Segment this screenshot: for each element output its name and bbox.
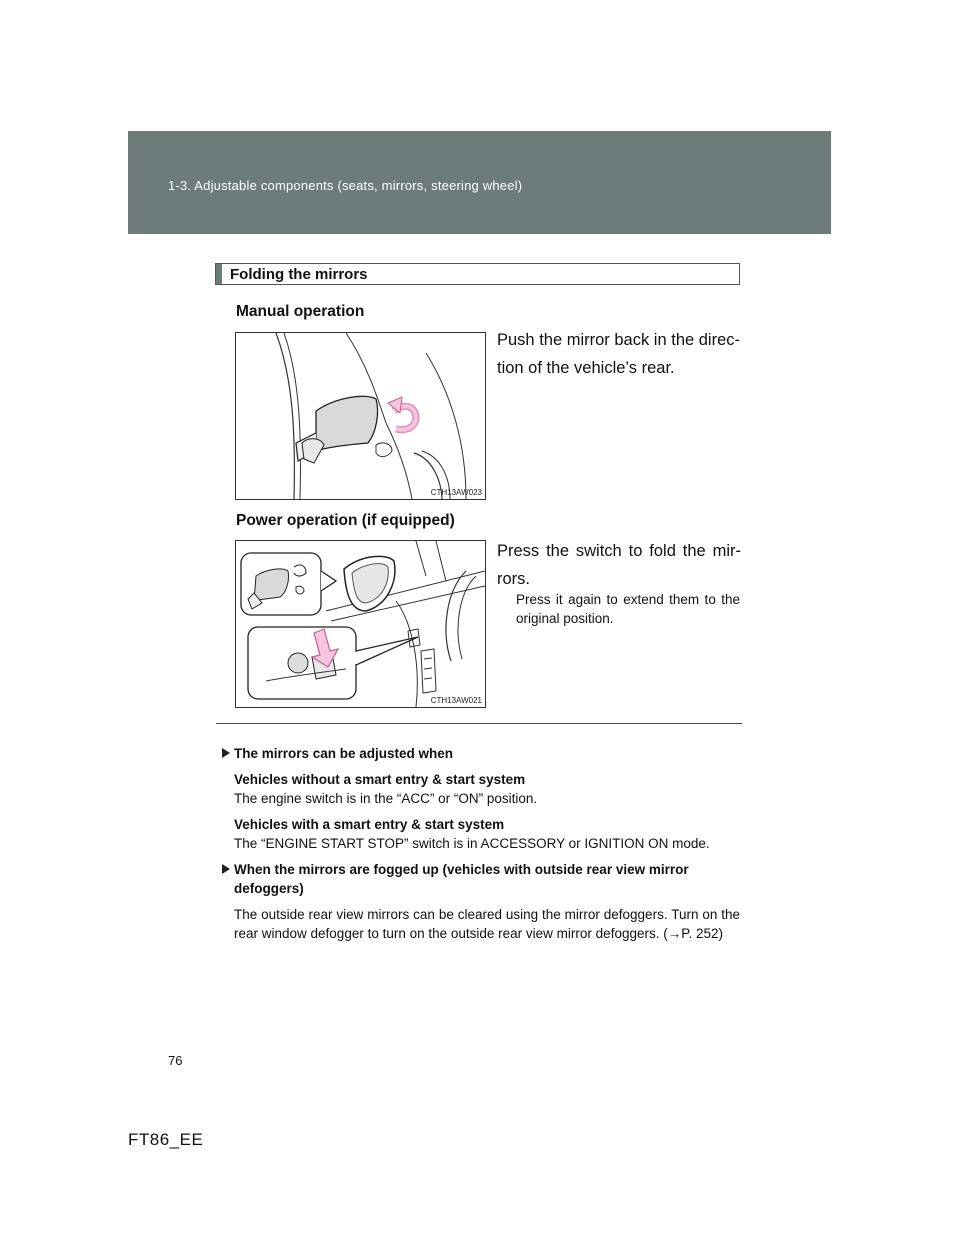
note-1-sub2-body: The “ENGINE START STOP” switch is in ACCESSORY or IGNITION ON mode. <box>234 836 710 851</box>
manual-instruction-line-2: tion of the vehicle’s rear. <box>497 359 675 377</box>
note-1-sub2-title: Vehicles with a smart entry & start system <box>234 817 505 832</box>
section-title: Folding the mirrors <box>230 265 368 283</box>
note-1-title: The mirrors can be adjusted when <box>222 744 740 763</box>
page-number: 76 <box>168 1053 183 1068</box>
power-instruction-line-1: Press the switch to fold the mir- <box>497 542 741 560</box>
power-instruction <box>497 537 741 593</box>
note-1-sub1-title: Vehicles without a smart entry & start system <box>234 772 526 787</box>
manual-instruction <box>497 326 741 382</box>
power-fold-illustration <box>236 541 485 707</box>
triangle-bullet-icon <box>222 748 230 758</box>
manual-fold-figure <box>235 332 486 500</box>
document-code: FT86_EE <box>128 1130 204 1149</box>
note-1-body <box>222 770 740 853</box>
manual-operation-heading: Manual operation <box>236 303 365 320</box>
note-2-title: When the mirrors are fogged up (vehicles with outside rear view mirror defoggers) <box>222 860 740 898</box>
power-instruction-line-2: rors. <box>497 570 530 588</box>
breadcrumb: 1-3. Adjustable components (seats, mirrors, steering wheel) <box>168 178 523 193</box>
note-2-body: The outside rear view mirrors can be cleared using the mirror defoggers. Turn on the rear window defogger to turn on the outside rear view mirror defoggers. (→P. 252) <box>234 907 740 941</box>
notes-section <box>222 744 740 943</box>
manual-figure-code: CTH13AW023 <box>430 488 482 497</box>
power-extend-note: Press it again to extend them to the original position. <box>516 592 740 626</box>
note-1-sub1-body: The engine switch is in the “ACC” or “ON” position. <box>234 791 538 806</box>
manual-instruction-line-1: Push the mirror back in the direc- <box>497 331 741 349</box>
section-title-box <box>215 263 740 285</box>
manual-fold-illustration <box>236 333 485 499</box>
section-divider <box>216 723 742 724</box>
power-operation-heading: Power operation (if equipped) <box>236 512 455 529</box>
power-fold-figure <box>235 540 486 708</box>
power-figure-code: CTH13AW021 <box>430 696 482 705</box>
section-title-marker <box>216 264 222 284</box>
triangle-bullet-icon <box>222 864 230 874</box>
